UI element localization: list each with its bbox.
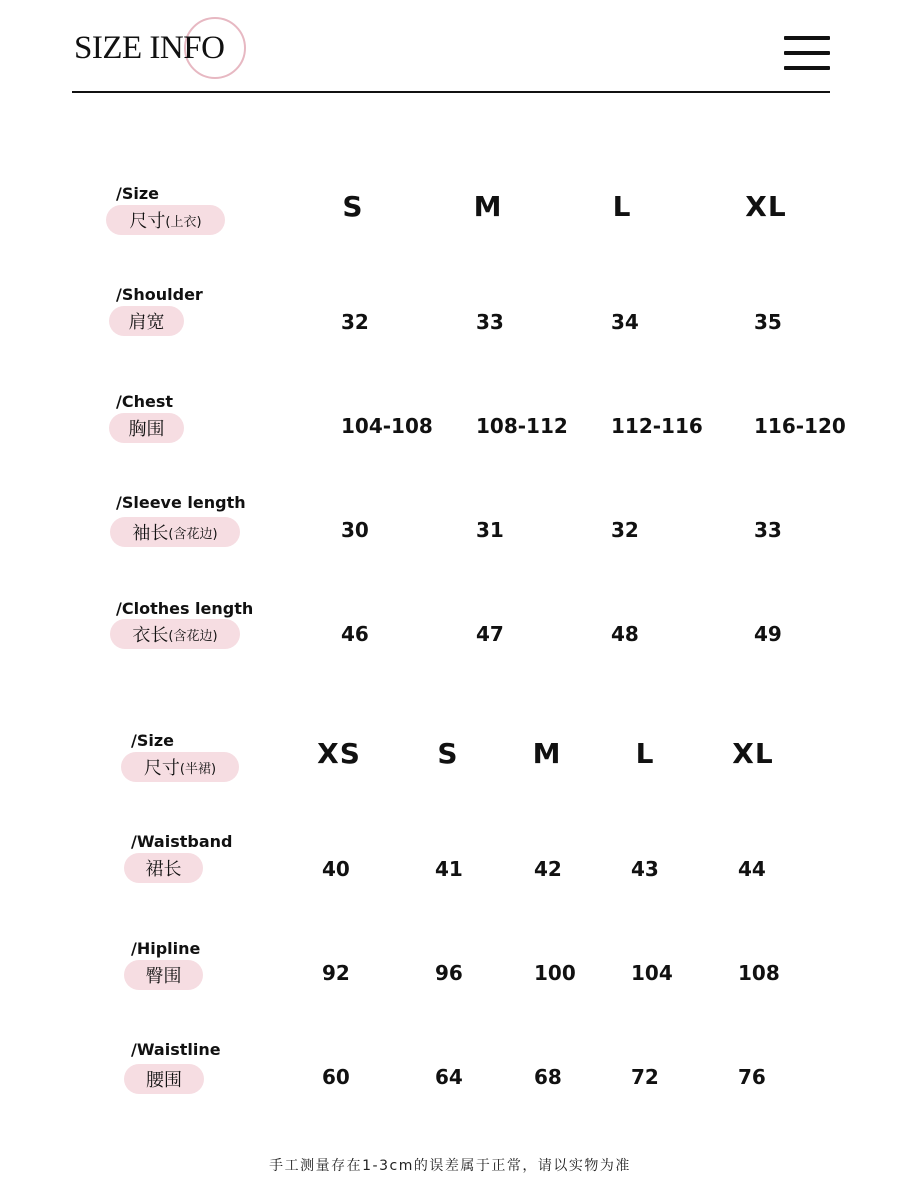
table-cell: 68 — [534, 1065, 562, 1089]
row-label-zh: 袖长 — [132, 523, 169, 544]
table-cell: 32 — [611, 518, 639, 542]
row-label-zh: 臀围 — [145, 966, 182, 987]
row-label-en: /Waistband — [131, 832, 233, 851]
row-label-en: /Hipline — [131, 939, 201, 958]
hamburger-menu-icon[interactable] — [784, 36, 830, 70]
table-cell: 32 — [341, 310, 369, 334]
row-label-note: (含花边) — [168, 526, 218, 542]
table-cell: 33 — [754, 518, 782, 542]
table-cell: 31 — [476, 518, 504, 542]
table-cell: 72 — [631, 1065, 659, 1089]
row-label-zh: 胸围 — [128, 419, 165, 440]
row-label-pill — [110, 517, 240, 547]
table-cell: 108 — [738, 961, 780, 985]
table-cell: 48 — [611, 622, 639, 646]
row-label-zh: 肩宽 — [128, 312, 165, 333]
row-label-pill — [109, 413, 184, 443]
bottom-size-heading: L — [635, 737, 655, 770]
menu-bar — [784, 51, 830, 55]
table-cell: 35 — [754, 310, 782, 334]
bottom-size-heading: XS — [317, 737, 361, 770]
table-cell: 40 — [322, 857, 350, 881]
table-cell: 96 — [435, 961, 463, 985]
table-cell: 46 — [341, 622, 369, 646]
table-cell: 41 — [435, 857, 463, 881]
table-cell: 42 — [534, 857, 562, 881]
table-cell: 33 — [476, 310, 504, 334]
bottom-size-heading: S — [437, 737, 459, 770]
header-divider — [72, 91, 830, 93]
top-size-heading: XL — [745, 190, 787, 223]
row-label-zh: 腰围 — [146, 1070, 182, 1091]
table-cell: 60 — [322, 1065, 350, 1089]
row-label-en: /Sleeve length — [116, 493, 246, 512]
top-size-heading: M — [473, 190, 503, 223]
table-cell: 76 — [738, 1065, 766, 1089]
page-title: SIZE INFO — [74, 30, 225, 66]
row-label-pill — [124, 960, 203, 990]
row-label-zh: 衣长 — [132, 625, 169, 646]
row-label-en: /Waistline — [131, 1040, 221, 1059]
row-label-pill — [109, 306, 184, 336]
row-label-pill — [124, 853, 203, 883]
top-size-heading: L — [612, 190, 632, 223]
row-label-zh: 裙长 — [145, 859, 182, 880]
table-cell: 104 — [631, 961, 673, 985]
table-cell: 49 — [754, 622, 782, 646]
table-cell: 43 — [631, 857, 659, 881]
top-size-label-note: (上衣) — [165, 214, 202, 230]
row-label-pill — [124, 1064, 204, 1094]
table-cell: 47 — [476, 622, 504, 646]
bottom-size-label-en: /Size — [131, 731, 175, 750]
bottom-size-label-note: (半裙) — [179, 761, 217, 777]
bottom-size-heading: M — [532, 737, 562, 770]
row-label-en: /Clothes length — [116, 599, 254, 618]
table-cell: 64 — [435, 1065, 463, 1089]
table-cell: 44 — [738, 857, 766, 881]
table-cell: 30 — [341, 518, 369, 542]
table-cell: 92 — [322, 961, 350, 985]
top-size-label-en: /Size — [116, 184, 160, 203]
row-label-en: /Chest — [116, 392, 173, 411]
table-cell: 34 — [611, 310, 639, 334]
row-label-en: /Shoulder — [116, 285, 203, 304]
table-cell: 108-112 — [476, 414, 568, 438]
row-label-note: (含花边) — [168, 628, 218, 644]
top-size-label-pill — [106, 205, 225, 235]
measurement-disclaimer: 手工测量存在1-3cm的误差属于正常，请以实物为准 — [269, 1158, 631, 1174]
table-cell: 116-120 — [754, 414, 846, 438]
table-cell: 112-116 — [611, 414, 703, 438]
table-cell: 104-108 — [341, 414, 433, 438]
menu-bar — [784, 36, 830, 40]
bottom-size-heading: XL — [732, 737, 774, 770]
top-size-label-zh: 尺寸 — [129, 211, 166, 232]
row-label-pill — [110, 619, 240, 649]
table-cell: 100 — [534, 961, 576, 985]
bottom-size-label-zh: 尺寸 — [143, 758, 180, 779]
bottom-size-label-pill — [121, 752, 239, 782]
menu-bar — [784, 66, 830, 70]
top-size-heading: S — [342, 190, 364, 223]
